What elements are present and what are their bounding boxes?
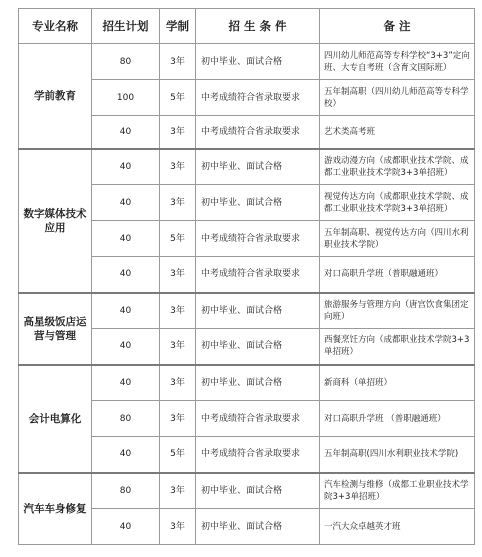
plan-count: 40: [92, 221, 160, 257]
condition-cell: 初中毕业、面试合格: [196, 509, 320, 545]
table-row: [19, 365, 475, 401]
years-cell: 3年: [160, 473, 196, 509]
plan-count: 80: [92, 401, 160, 437]
table-row: [19, 293, 475, 329]
years-cell: 3年: [160, 293, 196, 329]
years-cell: 3年: [160, 509, 196, 545]
major-name: 高星级饭店运营与管理: [19, 293, 92, 365]
major-name: 汽车车身修复: [19, 473, 92, 545]
condition-cell: 中考成绩符合省录取要求: [196, 437, 320, 473]
condition-cell: 初中毕业、面试合格: [196, 185, 320, 221]
note-cell: 一汽大众卓越英才班: [320, 509, 475, 545]
years-cell: 5年: [160, 221, 196, 257]
plan-count: 40: [92, 437, 160, 473]
header-plan: 招生计划: [92, 9, 160, 44]
plan-count: 40: [92, 149, 160, 185]
table-row: [19, 473, 475, 509]
years-cell: 3年: [160, 365, 196, 401]
years-cell: 3年: [160, 44, 196, 80]
header-notes: 备 注: [320, 9, 475, 44]
plan-count: 80: [92, 473, 160, 509]
years-cell: 3年: [160, 401, 196, 437]
years-cell: 3年: [160, 257, 196, 293]
condition-cell: 中考成绩符合省录取要求: [196, 257, 320, 293]
plan-count: 80: [92, 44, 160, 80]
header-years: 学制: [160, 9, 196, 44]
plan-count: 100: [92, 80, 160, 116]
header-row: [19, 9, 475, 44]
header-major: 专业名称: [19, 9, 92, 44]
note-cell: 汽车检测与维修（成都工业职业技术学院3+3单招班）: [320, 473, 475, 509]
table-row: [19, 44, 475, 80]
major-name: 学前教育: [19, 44, 92, 149]
years-cell: 3年: [160, 185, 196, 221]
note-cell: 旅游服务与管理方向（唐宫饮食集团定向班）: [320, 293, 475, 329]
plan-count: 40: [92, 257, 160, 293]
condition-cell: 初中毕业、面试合格: [196, 473, 320, 509]
plan-count: 40: [92, 365, 160, 401]
condition-cell: 中考成绩符合省录取要求: [196, 116, 320, 149]
table-body: [19, 44, 475, 545]
years-cell: 3年: [160, 116, 196, 149]
condition-cell: 初中毕业、面试合格: [196, 293, 320, 329]
years-cell: 3年: [160, 149, 196, 185]
condition-cell: 初中毕业、面试合格: [196, 149, 320, 185]
note-cell: 新商科（单招班）: [320, 365, 475, 401]
plan-count: 40: [92, 329, 160, 365]
years-cell: 5年: [160, 80, 196, 116]
note-cell: 五年制高职（四川幼儿师范高等专科学校）: [320, 80, 475, 116]
note-cell: 对口高职升学班（普职融通班）: [320, 257, 475, 293]
condition-cell: 中考成绩符合省录取要求: [196, 401, 320, 437]
header-conditions: 招 生 条 件: [196, 9, 320, 44]
note-cell: 四川幼儿师范高等专科学校“3+3”定向班、大专自考班（含育文国际班）: [320, 44, 475, 80]
major-name: 会计电算化: [19, 365, 92, 473]
table-row: [19, 149, 475, 185]
condition-cell: 中考成绩符合省录取要求: [196, 80, 320, 116]
plan-count: 40: [92, 509, 160, 545]
condition-cell: 初中毕业、面试合格: [196, 365, 320, 401]
note-cell: 游戏动漫方向（成都职业技术学院、成都工业职业技术学院3+3单招班）: [320, 149, 475, 185]
note-cell: 五年制高职、视觉传达方向（四川水利职业技术学院）: [320, 221, 475, 257]
plan-count: 40: [92, 293, 160, 329]
plan-count: 40: [92, 185, 160, 221]
years-cell: 3年: [160, 329, 196, 365]
condition-cell: 初中毕业、面试合格: [196, 44, 320, 80]
note-cell: 五年制高职(四川水利职业技术学院): [320, 437, 475, 473]
note-cell: 艺术类高考班: [320, 116, 475, 149]
condition-cell: 初中毕业、面试合格: [196, 329, 320, 365]
major-name: 数字媒体技术应用: [19, 149, 92, 293]
note-cell: 西餐烹饪方向（成都职业技术学院3+3单招班）: [320, 329, 475, 365]
plan-count: 40: [92, 116, 160, 149]
condition-cell: 中考成绩符合省录取要求: [196, 221, 320, 257]
enrollment-table: [18, 8, 475, 545]
note-cell: 视觉传达方向（成都职业技术学院、成都工业职业技术学院3+3单招班）: [320, 185, 475, 221]
note-cell: 对口高职升学班 （普职融通班）: [320, 401, 475, 437]
years-cell: 5年: [160, 437, 196, 473]
